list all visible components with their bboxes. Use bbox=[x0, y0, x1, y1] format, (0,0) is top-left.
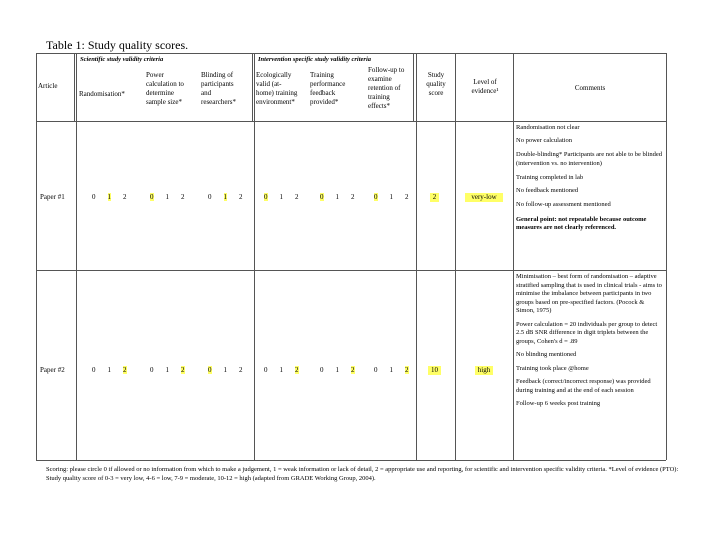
score-cell bbox=[264, 193, 299, 201]
study-score-column-header: Study quality score bbox=[426, 71, 446, 97]
score-option[interactable]: 0 bbox=[208, 193, 212, 201]
score-option-selected[interactable]: 0 bbox=[150, 193, 154, 201]
comment: No feedback mentioned bbox=[516, 186, 579, 194]
score-option-selected[interactable]: 2 bbox=[405, 366, 409, 374]
score-cell bbox=[92, 366, 127, 374]
comments-column-header: Comments bbox=[574, 84, 606, 92]
followup-column-header: Follow-up to examine retention of training effects* bbox=[368, 66, 405, 110]
evidence-column-header: Level of evidence¹ bbox=[471, 78, 499, 95]
score-option[interactable]: 0 bbox=[264, 366, 268, 374]
comment: Minimisation – best form of randomisation – adaptive stratified sampling that is used in clinical trials - aims to minimise the imbalance between participants in two groups based on pre-specified factors. (Pocock & Simon, 1975) bbox=[516, 273, 662, 314]
scoring-footnote: Scoring: please circle 0 if allowed or no information from which to make a judgement, 1 = weak information or lack of detail, 2 = appropriate use and reporting, for scientific and intervention specific validity criteria. *Level of evidence (PTO): Study quality score of 0-3 = very low, 4-6 = low, 7-9 = moderate, 10-12 = high (adapted from GRADE Working Group, 2004). bbox=[46, 466, 679, 482]
comment: No power calculation bbox=[516, 136, 572, 144]
score-option[interactable]: 1 bbox=[335, 366, 339, 374]
score-option[interactable]: 1 bbox=[165, 193, 169, 201]
score-option-selected[interactable]: 0 bbox=[320, 193, 324, 201]
comment: Randomisation not clear bbox=[516, 124, 580, 131]
randomisation-column-header: Randomisation* bbox=[79, 90, 125, 98]
feedback-column-header: Training performance feedback provided* bbox=[310, 71, 346, 106]
score-option[interactable]: 0 bbox=[374, 366, 378, 374]
score-option-selected[interactable]: 1 bbox=[107, 193, 111, 201]
score-option-selected[interactable]: 0 bbox=[264, 193, 268, 201]
score-option[interactable]: 2 bbox=[351, 193, 355, 201]
score-option[interactable]: 2 bbox=[239, 366, 243, 374]
score-option[interactable]: 1 bbox=[165, 366, 169, 374]
paper-2-comments bbox=[516, 273, 664, 409]
score-option[interactable]: 2 bbox=[295, 193, 299, 201]
score-option-selected[interactable]: 2 bbox=[123, 366, 127, 374]
ecological-column-header: Ecologically valid (at- home) training environment* bbox=[256, 71, 298, 106]
score-cell bbox=[374, 366, 409, 374]
paper-1-article: Paper #1 bbox=[40, 193, 65, 201]
comment: Feedback (correct/incorrect response) was provided during training and at the end of each session bbox=[516, 378, 651, 394]
paper-2-study-score: 10 bbox=[428, 366, 441, 375]
comment: Double-blinding* Participants are not able to be blinded (intervention vs. no intervention) bbox=[516, 151, 663, 167]
comment: Training completed in lab bbox=[516, 174, 584, 181]
scientific-criteria-header: Scientific study validity criteria bbox=[80, 56, 164, 63]
score-option[interactable]: 2 bbox=[181, 193, 185, 201]
comment: General point: not repeatable because outcome measures are not clearly referenced. bbox=[516, 215, 647, 231]
paper-1-evidence: very-low bbox=[465, 193, 503, 202]
intervention-criteria-header: Intervention specific study validity criteria bbox=[258, 56, 372, 63]
score-cell bbox=[150, 366, 185, 374]
score-option-selected[interactable]: 2 bbox=[181, 366, 185, 374]
table-title: Table 1: Study quality scores. bbox=[46, 38, 189, 52]
score-option-selected[interactable]: 0 bbox=[208, 366, 212, 374]
score-option[interactable]: 2 bbox=[239, 193, 243, 201]
blinding-column-header: Blinding of participants and researchers* bbox=[201, 71, 236, 106]
score-option-selected[interactable]: 2 bbox=[351, 366, 355, 374]
score-option[interactable]: 0 bbox=[92, 193, 96, 201]
comment: Training took place @home bbox=[516, 364, 589, 372]
score-option-selected[interactable]: 1 bbox=[223, 193, 227, 201]
score-option[interactable]: 0 bbox=[320, 366, 324, 374]
paper-1-comments bbox=[516, 124, 664, 233]
score-option[interactable]: 0 bbox=[92, 366, 96, 374]
score-option[interactable]: 1 bbox=[107, 366, 111, 374]
score-option-selected[interactable]: 0 bbox=[374, 193, 378, 201]
comment: Follow-up 6 weeks post training bbox=[516, 400, 601, 407]
score-option[interactable]: 1 bbox=[223, 366, 227, 374]
comment: No follow-up assessment mentioned bbox=[516, 201, 611, 208]
score-option[interactable]: 1 bbox=[279, 366, 283, 374]
score-option[interactable]: 2 bbox=[123, 193, 127, 201]
paper-2-evidence: high bbox=[475, 366, 493, 375]
score-cell bbox=[320, 193, 355, 201]
score-option[interactable]: 0 bbox=[150, 366, 154, 374]
article-column-header: Article bbox=[38, 82, 58, 90]
score-option[interactable]: 1 bbox=[389, 366, 393, 374]
comment: Power calculation = 20 individuals per group to detect 2.5 dB SNR difference in digit triplets between the groups, Cohen's d = .89 bbox=[516, 320, 658, 345]
power-column-header: Power calculation to determine sample size* bbox=[146, 71, 184, 106]
score-cell bbox=[320, 366, 355, 374]
score-option-selected[interactable]: 2 bbox=[295, 366, 299, 374]
score-option[interactable]: 1 bbox=[389, 193, 393, 201]
score-cell bbox=[208, 366, 243, 374]
score-option[interactable]: 2 bbox=[405, 193, 409, 201]
score-option[interactable]: 1 bbox=[279, 193, 283, 201]
score-option[interactable]: 1 bbox=[335, 193, 339, 201]
score-cell bbox=[374, 193, 409, 201]
score-cell bbox=[92, 193, 127, 201]
score-cell bbox=[264, 366, 299, 374]
score-cell bbox=[208, 193, 243, 201]
comment: No blinding mentioned bbox=[516, 351, 577, 358]
paper-2-article: Paper #2 bbox=[40, 366, 65, 374]
score-cell bbox=[150, 193, 185, 201]
paper-1-study-score: 2 bbox=[430, 193, 439, 202]
